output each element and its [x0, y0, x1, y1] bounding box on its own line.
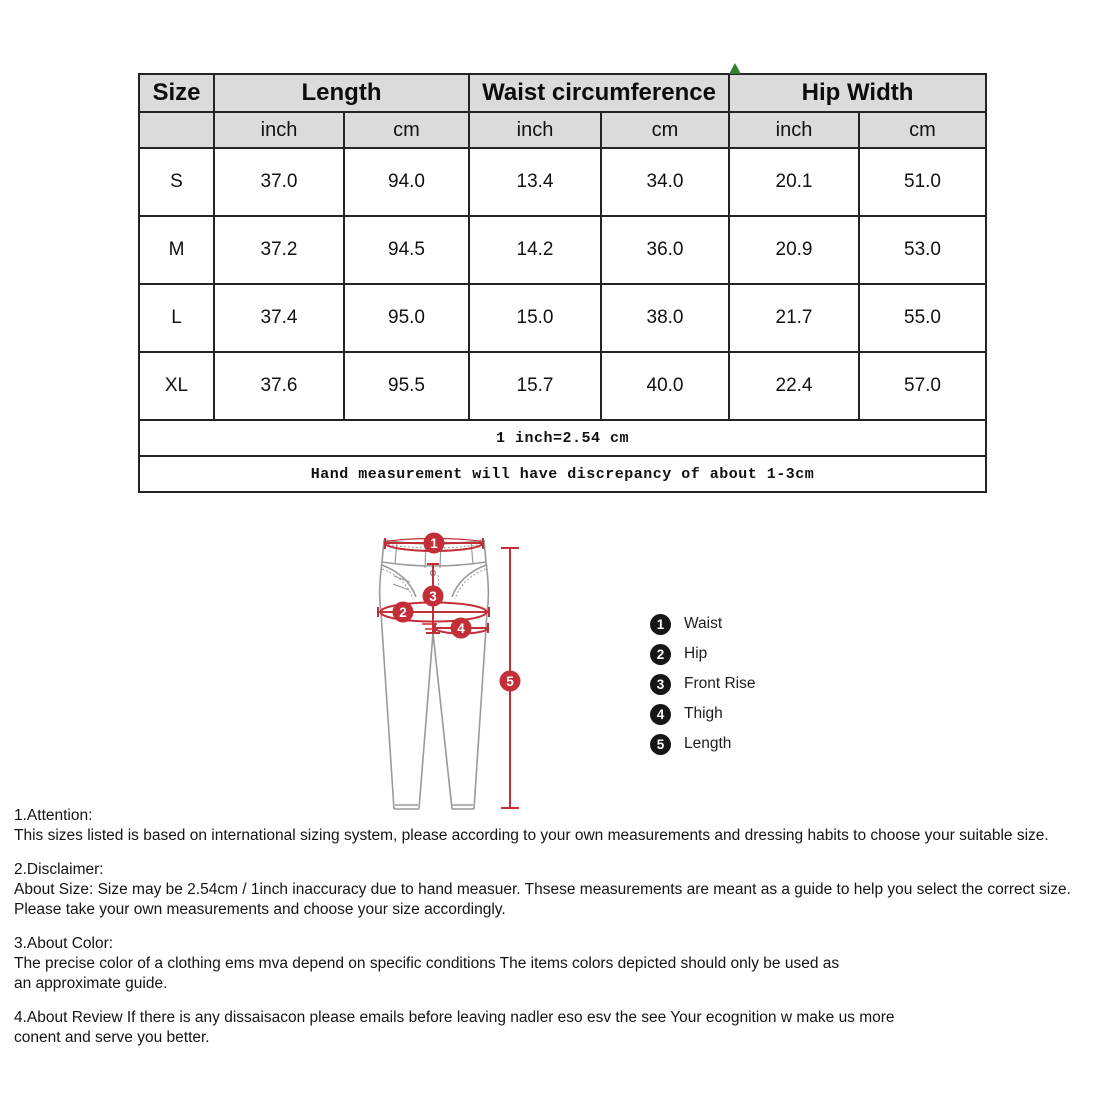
footnote-conversion: 1 inch=2.54 cm — [139, 420, 986, 456]
value-cell: 20.1 — [729, 148, 859, 216]
legend-number-icon: 3 — [650, 674, 671, 695]
badge-4-number: 4 — [457, 621, 465, 636]
value-cell: 94.0 — [344, 148, 469, 216]
badge-2-number: 2 — [399, 605, 407, 620]
value-cell: 37.4 — [214, 284, 344, 352]
unit-header: inch — [214, 112, 344, 148]
legend-number-icon: 1 — [650, 614, 671, 635]
value-cell: 40.0 — [601, 352, 729, 420]
green-corner-marker-icon — [726, 63, 744, 77]
value-cell: 95.5 — [344, 352, 469, 420]
note-disclaimer — [14, 860, 1096, 920]
note-line: an approximate guide. — [14, 975, 168, 992]
col-header-waist: Waist circumference — [469, 74, 729, 112]
note-line: 2.Disclaimer: — [14, 861, 104, 878]
value-cell: 55.0 — [859, 284, 986, 352]
value-cell: 38.0 — [601, 284, 729, 352]
size-unit-empty-cell — [139, 112, 214, 148]
value-cell: 94.5 — [344, 216, 469, 284]
table-group-header-row — [139, 74, 986, 112]
note-line: The precise color of a clothing ems mva depend on specific conditions The items colors depicted should only be used as — [14, 955, 840, 972]
size-cell: M — [139, 216, 214, 284]
badge-5-number: 5 — [506, 674, 514, 689]
table-unit-header-row — [139, 112, 986, 148]
legend-item-hip — [650, 639, 756, 669]
note-line: conent and serve you better. — [14, 1029, 210, 1046]
value-cell: 53.0 — [859, 216, 986, 284]
value-cell: 36.0 — [601, 216, 729, 284]
legend-item-length — [650, 729, 756, 759]
legend-label: Hip — [684, 645, 708, 662]
table-row — [139, 148, 986, 216]
note-about-color — [14, 934, 1096, 994]
unit-header: cm — [601, 112, 729, 148]
note-line: 4.About Review If there is any dissaisacon please emails before leaving nadler eso esv the see Your ecognition w make us more — [14, 1009, 895, 1026]
note-about-review — [14, 1008, 1096, 1048]
value-cell: 15.7 — [469, 352, 601, 420]
legend-label: Thigh — [684, 705, 723, 722]
legend-item-thigh — [650, 699, 756, 729]
table-footnote-row — [139, 456, 986, 492]
value-cell: 95.0 — [344, 284, 469, 352]
table-row — [139, 216, 986, 284]
size-cell: L — [139, 284, 214, 352]
badge-1-number: 1 — [430, 536, 438, 551]
measurement-lines — [378, 538, 519, 808]
value-cell: 51.0 — [859, 148, 986, 216]
value-cell: 37.2 — [214, 216, 344, 284]
unit-header: inch — [469, 112, 601, 148]
value-cell: 13.4 — [469, 148, 601, 216]
table-footnote-row — [139, 420, 986, 456]
legend-number-icon: 2 — [650, 644, 671, 665]
legend-number-icon: 4 — [650, 704, 671, 725]
note-attention — [14, 806, 1096, 846]
value-cell: 57.0 — [859, 352, 986, 420]
value-cell: 22.4 — [729, 352, 859, 420]
size-cell: XL — [139, 352, 214, 420]
note-line: 3.About Color: — [14, 935, 114, 952]
note-line: 1.Attention: — [14, 807, 93, 824]
size-table — [138, 73, 987, 493]
badge-3-number: 3 — [429, 589, 437, 604]
legend-label: Length — [684, 735, 732, 752]
col-header-length: Length — [214, 74, 469, 112]
value-cell: 14.2 — [469, 216, 601, 284]
col-header-size: Size — [139, 74, 214, 112]
note-line: About Size: Size may be 2.54cm / 1inch inaccuracy due to hand measuer. Thsese measurements are meant as a guide to help you select the correct size. — [14, 881, 1071, 898]
value-cell: 15.0 — [469, 284, 601, 352]
table-row — [139, 352, 986, 420]
value-cell: 34.0 — [601, 148, 729, 216]
value-cell: 21.7 — [729, 284, 859, 352]
legend-item-front-rise — [650, 669, 756, 699]
legend-item-waist — [650, 609, 756, 639]
note-line: This sizes listed is based on international sizing system, please according to your own measurements and dressing habits to choose your suitable size. — [14, 827, 1049, 844]
value-cell: 20.9 — [729, 216, 859, 284]
col-header-hip: Hip Width — [729, 74, 986, 112]
value-cell: 37.0 — [214, 148, 344, 216]
legend-number-icon: 5 — [650, 734, 671, 755]
unit-header: cm — [859, 112, 986, 148]
table-row — [139, 284, 986, 352]
footnote-discrepancy: Hand measurement will have discrepancy of about 1-3cm — [139, 456, 986, 492]
value-cell: 37.6 — [214, 352, 344, 420]
legend-label: Front Rise — [684, 675, 756, 692]
note-line: Please take your own measurements and choose your size accordingly. — [14, 901, 506, 918]
measurement-legend — [650, 609, 756, 759]
size-cell: S — [139, 148, 214, 216]
unit-header: inch — [729, 112, 859, 148]
notes-section — [14, 806, 1096, 1062]
legend-label: Waist — [684, 615, 723, 632]
unit-header: cm — [344, 112, 469, 148]
pants-measurement-diagram — [370, 523, 640, 823]
